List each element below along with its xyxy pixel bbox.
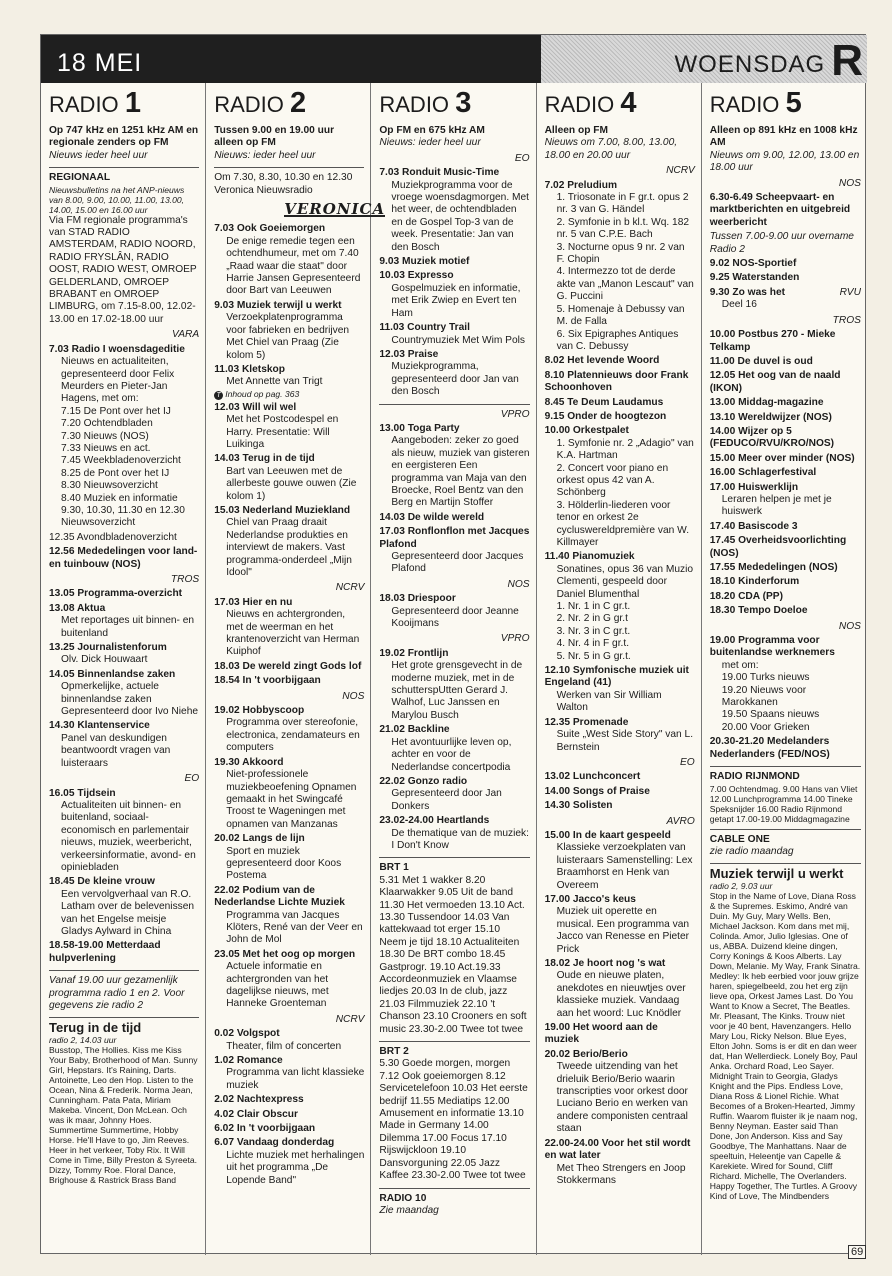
text-line: 11.03 Kletskop xyxy=(214,363,285,375)
overnight-note: Tussen 7.00-9.00 uur overname Radio 2 xyxy=(709,231,854,255)
radio-1-frequency: Op 747 kHz en 1251 kHz AM en regionale zenders op FM xyxy=(49,125,199,149)
text-line: Programma van licht klassieke muziek xyxy=(226,1067,365,1091)
text-line: Programma van Jacques Klöters, René van der Veer en John de Mol xyxy=(226,909,363,946)
text-line: 2. Symfonie in b kl.t. Wq. 182 nr. 5 van C.P.E. Bach xyxy=(556,216,690,241)
broadcaster-tag: NOS xyxy=(838,177,861,189)
program-entry: 11.00 De duvel is oud xyxy=(709,355,813,367)
regional-heading: REGIONAAL xyxy=(49,172,111,184)
program-entry: 20.30-21.20 Medelanders Nederlanders (FED/NOS) xyxy=(709,736,830,760)
text-line: Aangeboden: zeker zo goed als nieuw, muziek van gisteren en eergisteren Een programma van Maja van den Broecke, Roel Bentz van den Berg en Martijn Stoffer xyxy=(391,435,530,509)
text-line: RADIO xyxy=(544,92,615,117)
program-entry xyxy=(214,1137,364,1187)
program-entry xyxy=(545,1049,695,1136)
program-entry xyxy=(379,593,529,630)
program-entry: 6.02 In 't voorbijgaan xyxy=(214,1123,316,1135)
text-line: 1. Nr. 1 in C gr.t. xyxy=(556,601,631,613)
program-entry xyxy=(545,894,695,956)
program-entry xyxy=(214,949,364,1011)
day-label: WOENSDAG xyxy=(674,51,826,78)
program-entry xyxy=(545,180,695,354)
text-line: Leraren helpen je met je huiswerk xyxy=(721,493,832,518)
text-line: Gospelmuziek en informatie, met Erik Zwiep en Evert ten Ham xyxy=(391,282,521,319)
text-line: 2 xyxy=(290,87,307,119)
text-line: Niet-professionele muziekbeoefening Opnamen gemaakt in het Swingcafé Troost te Wageningen met opnamen van Manzanas xyxy=(226,769,357,830)
program-entry: 18.20 CDA (PP) xyxy=(709,590,783,602)
program-entry: 18.58-19.00 Metterdaad hulpverlening xyxy=(49,940,161,964)
program-entry xyxy=(379,815,529,852)
program-entry: 18.10 Kinderforum xyxy=(709,576,800,588)
text-line: RADIO xyxy=(709,92,780,117)
broadcaster-tag: TROS xyxy=(170,574,200,585)
text-line: 10.03 Expresso xyxy=(379,270,454,282)
broadcaster-tag: VPRO xyxy=(500,408,530,420)
program-entry: 17.45 Overheidsvoorlichting (NOS) xyxy=(709,535,847,559)
box-subtitle: radio 2, 14.03 uur xyxy=(49,1034,117,1045)
program-entry xyxy=(49,344,199,530)
program-entry: 6.30-6.49 Scheepvaart- en marktberichten en uitgebreid weerbericht xyxy=(709,192,851,228)
divider xyxy=(49,970,199,971)
text-line: RADIO xyxy=(49,92,119,117)
program-entry: 12.56 Mededelingen voor land- en tuinbouw (NOS) xyxy=(49,546,198,570)
program-entry xyxy=(214,364,364,400)
text-line: Opmerkelijke, actuele binnenlandse zaken Gepresenteerd door Ivo Niehe xyxy=(61,681,199,718)
broadcaster-tag: NCRV xyxy=(335,582,365,594)
text-line: 12.03 Praise xyxy=(379,348,439,360)
text-line: Actualiteiten uit binnen- en buitenland, sociaal-economisch en parlementair nieuws, muziek, weerbericht, verkeersinformatie, avond- en opiniebladen xyxy=(61,799,196,873)
program-entry xyxy=(214,402,364,452)
text-line: 12.03 Will wil wel xyxy=(214,401,297,413)
broadcaster-tag: EO xyxy=(514,152,530,164)
program-entry xyxy=(49,603,199,640)
program-entry: 13.05 Programma-overzicht xyxy=(49,588,183,600)
program-entry xyxy=(545,1138,695,1188)
text-line: De thematique van de muziek: I Don't Know xyxy=(391,827,529,851)
broadcaster-tag: NOS xyxy=(342,690,365,702)
program-entry xyxy=(214,833,364,883)
text-line: RADIO xyxy=(214,92,284,117)
divider xyxy=(214,167,364,168)
text-line: 7.03 Radio I woensdageditie xyxy=(49,343,185,355)
program-entry xyxy=(214,223,364,297)
program-entry xyxy=(379,526,529,576)
text-line: 3. Hölderlin-liederen voor tenor en orkest 2e cycluswereldpremière van W. Killmayer xyxy=(556,499,690,548)
program-entry xyxy=(379,648,529,722)
info-bullet-icon: T xyxy=(214,391,223,400)
program-entry: 18.30 Tempo Doeloe xyxy=(709,605,808,617)
text-line: 17.00 Huiswerklijn xyxy=(709,481,799,493)
program-entry: 18.03 De wereld zingt Gods lof xyxy=(214,660,362,672)
text-line: 19.30 Akkoord xyxy=(214,756,284,768)
broadcaster-tag: VPRO xyxy=(500,633,530,645)
program-entry xyxy=(545,551,695,663)
text-line: 17.00 Jacco's keus xyxy=(544,893,636,905)
text-line: 2. Nr. 2 in G gr.t xyxy=(556,613,628,625)
tv-guide-page xyxy=(40,34,866,1254)
text-line: Met Theo Strengers en Joop Stokkermans xyxy=(556,1162,686,1186)
day-banner xyxy=(541,35,867,83)
radio-2-news: Nieuws: ieder heel uur xyxy=(214,149,316,161)
divider xyxy=(379,404,529,405)
radio-2-frequency: Tussen 9.00 en 19.00 uur alleen op FM xyxy=(214,125,335,149)
text-line: RADIO xyxy=(379,92,450,117)
program-entry: 9.15 Onder de hoogtezon xyxy=(544,410,667,422)
page-number: 69 xyxy=(848,1245,866,1259)
text-line: Tweede uitzending van het drieluik Berio/Berio waarin transcripties voor orkest door Luciano Berio en werken van andere componisten centraal staan xyxy=(556,1061,688,1135)
text-line: 3 xyxy=(455,87,472,119)
text-line: 5. Nr. 5 in G gr.t. xyxy=(556,650,631,662)
program-entry: 17.40 Basiscode 3 xyxy=(709,520,798,532)
program-entry: 12.35 Avondbladenoverzicht xyxy=(49,531,177,543)
text-line: 5. Homenaje à Debussy van M. de Falla xyxy=(556,303,685,328)
text-line: Met reportages uit binnen- en buitenland xyxy=(61,615,195,639)
program-entry xyxy=(379,349,529,399)
program-entry xyxy=(710,635,861,734)
program-entry: 17.55 Mededelingen (NOS) xyxy=(709,562,838,573)
program-entry xyxy=(49,876,199,938)
box-title: Muziek terwijl u werkt xyxy=(709,866,844,882)
text-line: 5 xyxy=(785,87,802,119)
text-line: Programma over stereofonie, electronica, zendamateurs en computers xyxy=(226,717,360,754)
text-line: 13.25 Journalistenforum xyxy=(49,642,167,654)
radio10-heading: RADIO 10 xyxy=(379,1192,427,1204)
radio-columns xyxy=(41,83,867,1255)
text-line: 22.00-24.00 Voor het stil wordt en wat later xyxy=(544,1137,691,1162)
column-radio-1 xyxy=(41,83,206,1255)
text-line: 6. Six Epigraphes Antiques van C. Debussy xyxy=(556,328,679,352)
radio-5-frequency: Alleen op 891 kHz en 1008 kHz AM xyxy=(709,125,858,149)
program-entry xyxy=(49,669,199,719)
program-entry: 13.10 Wereldwijzer (NOS) xyxy=(709,411,832,423)
program-entry xyxy=(710,287,861,312)
program-entry: 8.45 Te Deum Laudamus xyxy=(544,396,664,408)
text-line: 22.02 Gonzo radio xyxy=(379,775,468,787)
program-entry: 14.00 Songs of Praise xyxy=(544,785,650,797)
program-entry xyxy=(545,830,695,892)
program-entry xyxy=(214,757,364,831)
text-line: 3. Nocturne opus 9 nr. 2 van F. Chopin xyxy=(556,241,685,266)
text-line: 12.35 Promenade xyxy=(544,716,629,728)
text-line: Het avontuurlijke leven op, achter en voor de Nederlandse concertpodia xyxy=(391,736,512,773)
program-entry xyxy=(49,720,199,770)
text-line: Een vervolgverhaal van R.O. Latham over de belevenissen van het Engelse meisje Gladys Aylward in China xyxy=(61,888,195,937)
box-subtitle: radio 2, 9.03 uur xyxy=(709,880,773,891)
program-entry xyxy=(379,167,529,254)
radio-1-news: Nieuws ieder heel uur xyxy=(49,149,148,161)
text-line: 20.02 Berio/Berio xyxy=(544,1048,628,1060)
program-entry xyxy=(214,597,364,659)
program-entry xyxy=(545,717,695,754)
program-entry: 18.54 In 't voorbijgaan xyxy=(214,675,321,687)
program-entry xyxy=(214,1028,364,1053)
masthead xyxy=(41,35,867,83)
broadcaster-tag: AVRO xyxy=(666,815,695,827)
radio-1-title xyxy=(49,89,199,119)
broadcaster-tag: VARA xyxy=(172,329,200,341)
text-line: 21.02 Backline xyxy=(379,724,450,736)
text-line: 7.03 Ook Goeiemorgen xyxy=(214,223,326,235)
text-line: 18.03 Driespoor xyxy=(379,593,456,605)
text-line: 23.05 Met het oog op morgen xyxy=(214,948,356,960)
rijnmond-heading: RADIO RIJNMOND xyxy=(709,771,800,783)
program-entry: 10.00 Postbus 270 - Mieke Telkamp xyxy=(709,329,836,353)
box-text: Stop in the Name of Love, Diana Ross & the Supremes. Eskimo, André van Duin. My Guy, Mary Wells. Ben, Michael Jackson. Kom dans met mij, Colinda. Amor, Julio Iglesias. One of us, ABBA. Duizend kleine dingen, Corry Konings & Koos Alberts. Lay Down, Melanie. My Way, Frank Sinatra. Medley: Ik heb eerbied voor jouw grijze haren, spiegelbeeld, zou het erg zijn lieve opa, Orkest James Last. Do You Want to Know a Secret, The Beatles. Mr. Pleasant, The Kinks. Trouw niet voor je 40 bent, Havenzangers. Hello Mary Lou, Ricky Nelson. Blue Eyes, Elton John. Soms is er dit en dan weer dat, Han Wellerdieck. Lonely Boy, Paul Anka. Orchard Road, Leo Sayer. Midnight Train to Georgia, Gladys Knight and the Pips. Endless Love, Diana Ross & Lionel Richie. What Becomes of a Broken-Hearted, Jimmy Ruffin. Waarom fluister ik je naam nog, Benny Neyman. Easter said Than Done, Jon Anderson. Kiss and Say Goodbye, The Manhattans. Naar de speeltuin, Heleentje van Capelle & Karekiete. Wired for Sound, Cliff Richard. Michelle, The Overlanders. Happy Together, The Turtles. A Groovy Kind of Love, The Mindbenders xyxy=(709,890,861,1201)
evening-note: Vanaf 19.00 uur gezamenlijk programma radio 1 en 2. Voor gegevens zie radio 2 xyxy=(49,975,185,1011)
text-line: 19.00 Programma voor buitenlandse werknemers xyxy=(709,635,835,659)
text-line: 2. Concert voor piano en orkest opus 42 van A. Schönberg xyxy=(556,462,669,499)
brt1-heading: BRT 1 xyxy=(379,862,409,874)
broadcaster-tag: EO xyxy=(184,773,200,785)
brt2-heading: BRT 2 xyxy=(379,1046,409,1058)
program-entry: 16.00 Schlagerfestival xyxy=(709,467,817,479)
text-line: 14.03 Terug in de tijd xyxy=(214,453,315,465)
column-radio-3 xyxy=(371,83,536,1255)
text-line: 7.03 Ronduit Music-Time xyxy=(379,167,500,179)
text-line: 7.30 Nieuws (NOS) xyxy=(61,430,149,442)
program-entry: 2.02 Nachtexpress xyxy=(214,1094,304,1106)
program-entry: 9.02 NOS-Sportief xyxy=(709,258,797,270)
radio10-text: Zie maandag xyxy=(379,1204,439,1216)
text-line: 11.03 Country Trail xyxy=(379,322,470,334)
broadcaster-tag: TROS xyxy=(832,314,861,326)
program-entry: 8.02 Het levende Woord xyxy=(544,355,660,367)
text-line: Inhoud op pag. 363 xyxy=(225,388,300,399)
program-entry: 14.03 De wilde wereld xyxy=(379,511,485,523)
regional-text: Via FM regionale programma's van STAD RADIO AMSTERDAM, RADIO NOORD, RADIO FRYSLÂN, RADIO OOST, RADIO WEST, OMROEP GELDERLAND, OMROEP BRABANT en OMROEP LIMBURG, om 7.15-8.00, 12.02-13.00 en 17.02-18.00 uur xyxy=(49,214,197,325)
text-line: 9.03 Muziek terwijl u werkt xyxy=(214,299,342,311)
text-line: 7.02 Preludium xyxy=(544,179,618,191)
text-line: 7.33 Nieuws en act. xyxy=(61,442,151,454)
text-line: Gepresenteerd door Jeanne Kooijmans xyxy=(391,605,519,630)
program-entry xyxy=(214,300,364,362)
broadcaster-tag: NOS xyxy=(507,578,530,590)
text-line: 12.10 Symfonische muziek uit Engeland (41) xyxy=(544,665,689,689)
veronica-logo: VERONICA xyxy=(284,200,386,219)
radio-3-title xyxy=(379,89,529,119)
text-line: Klassieke verzoekplaten van luisteraars Samenstelling: Lex Braamhorst en Henk van Overeem xyxy=(556,842,693,891)
program-entry xyxy=(545,958,695,1020)
text-line: Chiel van Praag draait Nederlandse produkties en interviewt de makers. Vast programma-onderdeel „Mijn Idool" xyxy=(226,517,352,578)
text-line: Gepresenteerd door Jan Donkers xyxy=(391,788,502,812)
text-line: 7.45 Weekbladenoverzicht xyxy=(61,455,181,467)
text-line: Olv. Dick Houwaart xyxy=(61,654,148,666)
text-line: 19.02 Hobbyscoop xyxy=(214,705,305,717)
text-line: 20.00 Voor Grieken xyxy=(721,721,810,733)
text-line: Muziekprogramma, gepresenteerd door Jan van den Bosch xyxy=(391,361,519,398)
text-line: Muziek uit operette en musical. Een programma van Jacco van Renesse en Pieter Prick xyxy=(556,906,690,955)
radio-4-news: Nieuws om 7.00, 8.00, 13.00, 18.00 en 20.00 uur xyxy=(544,137,678,161)
program-entry xyxy=(710,482,861,519)
text-line: 4. Nr. 4 in F gr.t. xyxy=(556,638,630,650)
program-entry xyxy=(379,724,529,774)
text-line: Actuele informatie en achtergronden van het dagelijkse nieuws, met Hanneke Groenteman xyxy=(226,961,329,1010)
text-line: 1.02 Romance xyxy=(214,1055,283,1067)
radio-3-news: Nieuws: ieder heel uur xyxy=(379,137,481,149)
text-line: 18.02 Je hoort nog 's wat xyxy=(544,958,666,969)
text-line: Het grote grensgevecht in de moderne muziek, met in de schutterspUtten Gerard J. Walhof, Luc Janssen en Marylou Busch xyxy=(391,660,523,721)
program-entry xyxy=(545,425,695,549)
text-line: Suite „West Side Story" van L. Bernstein xyxy=(556,729,694,753)
box-title: Terug in de tijd xyxy=(49,1020,142,1036)
program-entry: 15.00 Meer over minder (NOS) xyxy=(709,452,855,464)
program-entry xyxy=(379,270,529,320)
text-line: 19.00 Turks nieuws xyxy=(721,672,810,684)
text-line: 4 xyxy=(620,87,637,119)
text-line: 9.30, 10.30, 11.30 en 12.30 Nieuwsoverzicht xyxy=(61,504,185,529)
news-times: Om 7.30, 8.30, 10.30 en 12.30 Veronica Nieuwsradio xyxy=(214,172,353,196)
divider xyxy=(379,1041,529,1042)
column-radio-2 xyxy=(206,83,386,1255)
divider xyxy=(49,1017,199,1018)
text-line: 1. Symfonie nr. 2 „Adagio" van K.A. Hartman xyxy=(556,437,694,462)
program-entry xyxy=(49,788,199,875)
radio-5-title xyxy=(710,89,861,119)
program-entry xyxy=(379,322,529,347)
text-line: 16.05 Tijdsein xyxy=(49,787,116,799)
text-line: Sonatines, opus 36 van Muzio Clementi, gespeeld door Daniel Blumenthal xyxy=(556,563,694,600)
text-line: 8.25 de Pont over het IJ xyxy=(61,467,170,479)
section-letter: R xyxy=(831,36,863,85)
text-line: 14.05 Binnenlandse zaken xyxy=(49,668,176,680)
program-entry xyxy=(214,505,364,579)
program-entry xyxy=(214,885,364,947)
text-line: 19.20 Nieuws voor Marokkanen xyxy=(721,684,807,709)
text-line: Countrymuziek Met Wim Pols xyxy=(391,334,525,346)
program-entry: 13.00 Middag-magazine xyxy=(709,397,824,409)
text-line: Nieuws en actualiteiten, gepresenteerd door Felix Meurders en Pieter-Jan Hagens, met om: xyxy=(61,356,175,405)
program-entry: 12.05 Het oog van de naald (IKON) xyxy=(709,370,841,394)
program-entry: 14.30 Solisten xyxy=(544,800,613,812)
radio-5-news: Nieuws om 9.00, 12.00, 13.00 en 18.00 uur xyxy=(709,149,860,174)
broadcaster-tag: EO xyxy=(680,756,695,768)
text-line: Oude en nieuwe platen, anekdotes en nieuwtjes over klassieke muziek. Vandaag aan het woord: Luc Knödler xyxy=(556,970,686,1019)
program-entry xyxy=(214,453,364,503)
text-line: 8.30 Nieuwsoverzicht xyxy=(61,480,158,492)
text-line: Met het Postcodespel en Harry. Presentatie: Will Luikinga xyxy=(226,414,339,450)
program-entry xyxy=(214,705,364,755)
text-line: Met Annette van Trigt xyxy=(226,376,323,388)
text-line: Sport en muziek gepresenteerd door Koos Postema xyxy=(226,845,342,882)
program-entry: 13.02 Lunchconcert xyxy=(544,771,641,783)
text-line: 15.03 Nederland Muziekland xyxy=(214,504,351,516)
text-line: 7.15 De Pont over het IJ xyxy=(61,405,171,417)
program-entry: 8.10 Platennieuws door Frank Schoonhoven xyxy=(544,369,689,394)
text-line: Gepresenteerd door Jacques Plafond xyxy=(391,551,524,575)
text-line: 15.00 In de kaart gespeeld xyxy=(544,829,671,841)
program-entry xyxy=(545,665,695,715)
radio-4-title xyxy=(545,89,695,119)
text-line: 22.02 Podium van de Nederlandse Lichte Muziek xyxy=(214,884,345,909)
text-line: 19.50 Spaans nieuws xyxy=(721,709,820,721)
text-line: Nieuws en achtergronden, met de weerman en het krantenoverzicht van Herman Kuiphof xyxy=(226,609,360,658)
text-line: De enige remedie tegen een ochtendhumeur, met om 7.40 „Raad waar die staat" door Harrie Jansen Gepresenteerd door Bart van Leeuwen xyxy=(226,235,361,297)
text-line: 3. Nr. 3 in C gr.t. xyxy=(556,625,631,637)
column-radio-4 xyxy=(537,83,702,1255)
text-line: 19.02 Frontlijn xyxy=(379,647,449,659)
divider xyxy=(710,766,861,767)
text-line: Theater, film of concerten xyxy=(226,1040,342,1052)
text-line: 20.02 Langs de lijn xyxy=(214,833,305,845)
cable-text: zie radio maandag xyxy=(709,845,794,857)
program-entry: 19.00 Het woord aan de muziek xyxy=(544,1022,658,1046)
rijnmond-text: 7.00 Ochtendmag. 9.00 Hans van Vliet 12.00 Lunchprogramma 14.00 Tineke Speksnijder 16.00 Radio Rijnmond getapt 17.00-19.00 Middagmagazine xyxy=(709,783,858,824)
radio-2-title xyxy=(214,89,364,119)
text-line: Verzoekplatenprogramma voor fabrieken en bedrijven Met Chiel van Praag (Zie kolom 5) xyxy=(226,312,350,361)
text-line: 9.30 Zo was het xyxy=(709,286,786,298)
text-line: RVU xyxy=(839,286,861,298)
program-entry: 9.03 Muziek motief xyxy=(379,256,470,268)
regional-small: Nieuwsbulletins na het ANP-nieuws van 8.00, 9.00, 10.00, 11.00, 13.00, 14.00, 15.00 en 16.00 uur xyxy=(49,184,185,215)
text-line: 17.03 Hier en nu xyxy=(214,596,293,608)
text-line: Deel 16 xyxy=(721,299,757,311)
radio-3-frequency: Op FM en 675 kHz AM xyxy=(379,125,485,136)
text-line: 14.30 Klantenservice xyxy=(49,720,150,732)
text-line: 18.45 De kleine vrouw xyxy=(49,876,155,888)
text-line: Muziekprogramma voor de vroege woensdagmorgen. Met het weer, de ochtendbladen en de Gospel Top-3 van de week. Presentatie: Jan van den Bosch xyxy=(391,179,529,253)
divider xyxy=(710,829,861,830)
broadcaster-tag: NOS xyxy=(838,620,861,632)
program-entry xyxy=(379,776,529,813)
broadcaster-tag: NCRV xyxy=(335,1013,365,1025)
broadcaster-tag: NCRV xyxy=(666,165,695,177)
text-line: 17.03 Ronflonflon met Jacques Plafond xyxy=(379,526,530,550)
text-line: Panel van deskundigen beantwoordt vragen van luisteraars xyxy=(61,732,171,769)
brt2-text: 5.30 Goede morgen, morgen 7.12 Ook goeiemorgen 8.12 Servicetelefoon 10.03 Het eerste bedrijf 11.55 Mediatips 12.00 Amusement en informatie 13.10 Made in Germany 14.00 Dilemma 17.00 Focus 17.10 Rijswijckloon 19.10 Dansvorguning 22.05 Jazz Kaffee 23.30-2.00 Twee tot twee xyxy=(379,1058,528,1182)
text-line: 0.02 Volgspot xyxy=(214,1028,280,1040)
program-entry xyxy=(379,423,529,510)
text-line: 8.40 Muziek en informatie xyxy=(61,492,178,504)
radio-4-frequency: Alleen op FM xyxy=(544,125,608,136)
text-line: 10.00 Orkestpalet xyxy=(544,425,629,437)
divider xyxy=(379,1188,529,1189)
text-line: Werken van Sir William Walton xyxy=(556,689,662,714)
text-line: Lichte muziek met herhalingen uit het programma „De Lopende Band" xyxy=(226,1149,365,1186)
text-line: 6.07 Vandaag donderdag xyxy=(214,1137,335,1149)
text-line: 4. Intermezzo tot de derde akte van „Manon Lescaut" van G. Puccini xyxy=(556,266,694,303)
date-label: 18 MEI xyxy=(41,35,541,83)
divider xyxy=(710,863,861,864)
program-entry: 14.00 Wijzer op 5 (FEDUCO/RVU/KRO/NOS) xyxy=(709,425,835,450)
text-line: 1. Triosonate in F gr.t. opus 2 nr. 3 van G. Händel xyxy=(556,192,689,216)
program-entry: 4.02 Clair Obscur xyxy=(214,1108,298,1120)
text-line: met om: xyxy=(721,659,759,671)
program-entry: 9.25 Waterstanden xyxy=(709,272,800,284)
text-line: 13.08 Aktua xyxy=(49,602,106,614)
text-line: 1 xyxy=(124,87,141,119)
divider xyxy=(379,857,529,858)
program-entry xyxy=(49,642,199,667)
column-radio-5 xyxy=(702,83,867,1255)
text-line: 23.02-24.00 Heartlands xyxy=(379,815,490,827)
box-text: Busstop, The Hollies. Kiss me Kiss Your Baby, Brotherhood of Man. Sunny Girl, Hepstars. It's Raining, Darts. Antoinette, Leo den Hop. Listen to the Ocean, Nina & Frederik. Norma Jean, Cunningham. Pata Pata, Miriam Makeba. Vincent, Don McLean. Och was ik maar, Johnny Hoes. Summertime Summertime, Hobby Horse. He'll Have to go, Jim Reeves. Heer in het verkeer, Toby Rix. It Will Come in Time, Billy Preston & Syreeta. Dizzy, Tommy Roe. Floral Dance, Brighouse & Rastrick Brass Band xyxy=(49,1044,198,1185)
cable-heading: CABLE ONE xyxy=(709,833,770,845)
text-line: 13.00 Toga Party xyxy=(379,422,460,434)
divider xyxy=(49,167,199,168)
text-line: Bart van Leeuwen met de allerbeste gouwe ouwen (Zie kolom 1) xyxy=(226,465,357,502)
program-entry xyxy=(214,1055,364,1092)
text-line: 7.20 Ochtendbladen xyxy=(61,418,153,430)
brt1-text: 5.31 Met 1 wakker 8.20 Klaarwakker 9.05 Uit de band 11.30 Het vermoeden 13.10 Act. 13.30 Tussendoor 14.03 Van kattekwaad tot erger 15.10 Neem je tijd 18.10 Actualiteiten 18.30 De BRT combo 18.45 Gastprogr. 19.10 Act.19.33 Accordeonmuziek en Vlaamse liedjes 20.03 In de club, jazz 21.03 Filmmuziek 22.10 't Chanson 23.10 Crooners en soft music 23.30-2.00 Twee tot twee xyxy=(379,874,527,1035)
text-line: 11.40 Pianomuziek xyxy=(544,551,635,563)
